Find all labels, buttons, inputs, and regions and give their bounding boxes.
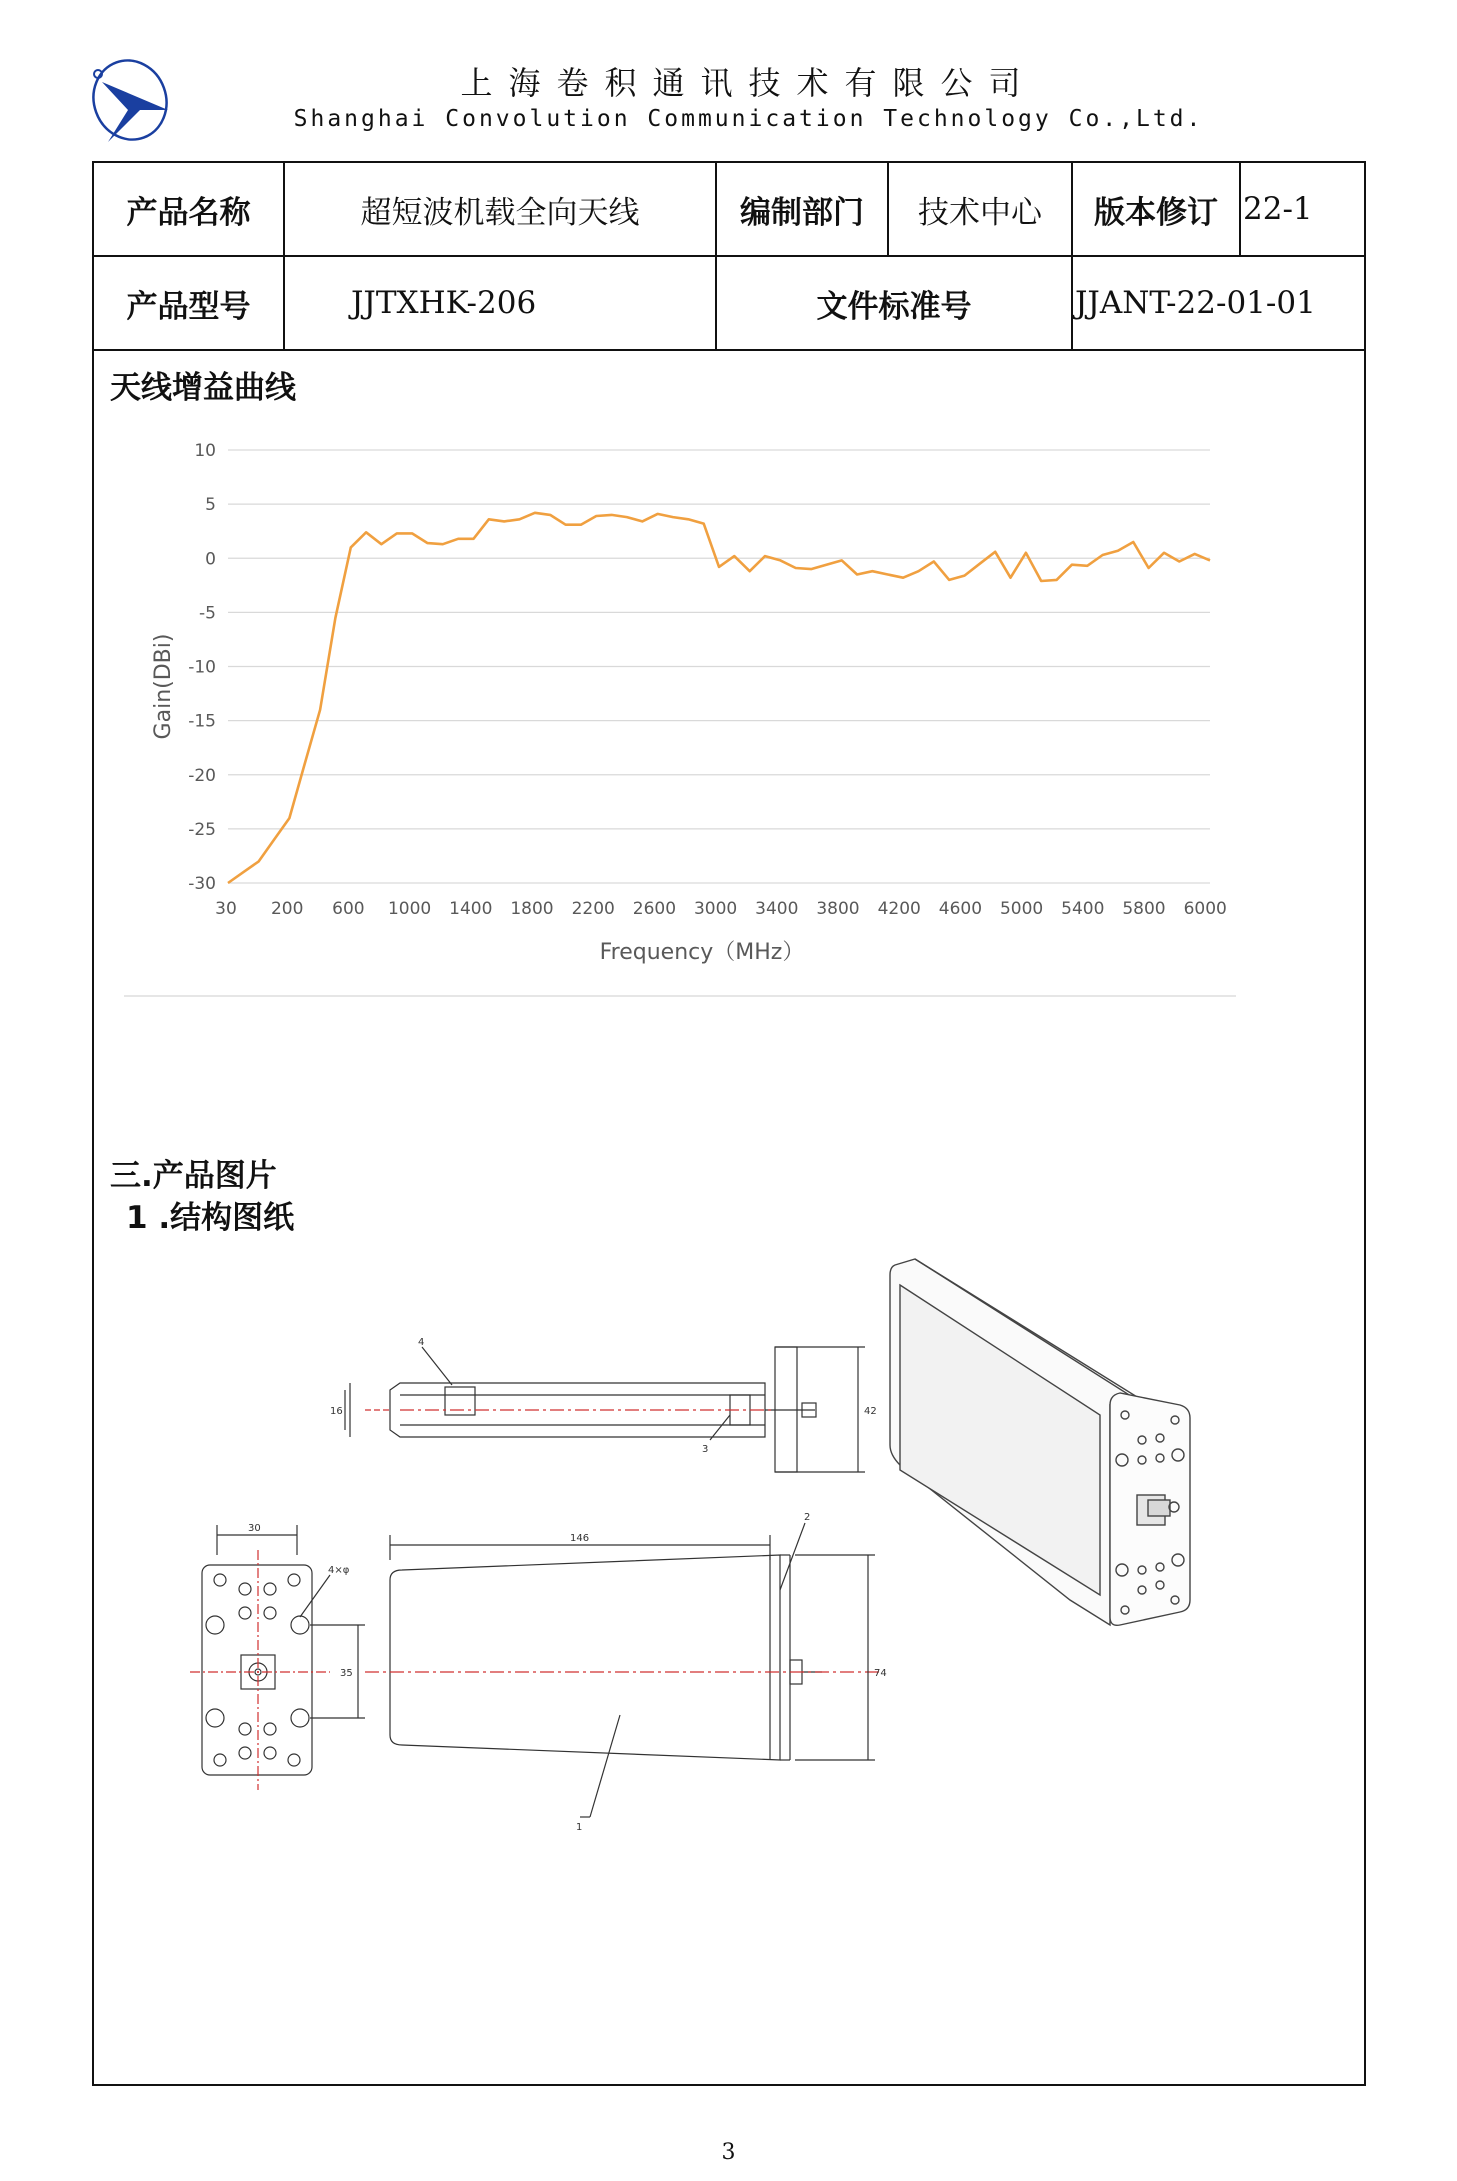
dept-value: 技术中心 (888, 163, 1072, 256)
company-name-en: Shanghai Convolution Communication Technology Co.,Ltd. (293, 106, 1204, 132)
document-header (0, 0, 1457, 150)
model-value: JJTXHK-206 (284, 256, 716, 350)
product-section-title: 三.产品图片 (110, 1158, 277, 1194)
x-tick-label: 5400 (1061, 899, 1105, 919)
gain-section-title: 天线增益曲线 (110, 370, 296, 406)
x-tick-label: 4600 (938, 899, 983, 919)
x-tick-label: 1800 (510, 899, 554, 919)
x-tick-label: 4200 (877, 899, 921, 919)
table-row (94, 256, 1364, 350)
drawing-subtitle: 1 .结构图纸 (126, 1200, 295, 1236)
part-4-label: 4 (418, 1337, 425, 1348)
structure-drawing-svg (190, 1255, 1250, 1835)
page-number: 3 (721, 2140, 736, 2165)
part-1-label: 1 (576, 1822, 583, 1833)
x-tick-label: 2600 (632, 899, 677, 919)
part-3-label: 3 (702, 1444, 709, 1455)
table-row (94, 163, 1364, 256)
dim-74-label: 74 (874, 1668, 887, 1679)
y-tick-label: -5 (199, 603, 216, 624)
y-axis-label: Gain(DBi) (151, 633, 176, 740)
y-tick-label: -25 (188, 819, 216, 840)
x-axis-label: Frequency（MHz） (599, 940, 805, 965)
product-name-value: 超短波机载全向天线 (284, 163, 716, 256)
y-tick-label: 0 (205, 549, 216, 570)
x-tick-label: 2200 (571, 899, 615, 919)
doc-std-label: 文件标准号 (716, 256, 1072, 350)
x-tick-label: 30 (215, 899, 237, 919)
x-tick-label: 5800 (1122, 899, 1166, 919)
y-tick-label: -15 (188, 711, 216, 732)
x-tick-label: 3000 (693, 899, 738, 919)
gain-chart-svg (120, 420, 1240, 1000)
dim-30-label: 30 (248, 1523, 261, 1534)
dept-label: 编制部门 (716, 163, 888, 256)
x-tick-label: 1400 (449, 899, 493, 919)
product-name-label: 产品名称 (94, 163, 284, 256)
gain-series-line (228, 513, 1210, 883)
y-tick-label: -10 (188, 657, 216, 678)
structure-drawing (190, 1255, 1250, 1835)
y-tick-label: 5 (205, 495, 216, 516)
company-name-cn: 上海卷积通讯技术有限公司 (460, 64, 1037, 102)
dim-16-label: 16 (330, 1406, 343, 1417)
hole-spec-label: 4×φ (328, 1565, 350, 1576)
doc-std-value: JJANT-22-01-01 (1072, 256, 1364, 350)
plan-view (365, 1512, 887, 1833)
x-tick-label: 200 (270, 899, 304, 919)
x-tick-label: 3400 (755, 899, 799, 919)
x-tick-label: 6000 (1183, 899, 1227, 919)
y-tick-label: -30 (188, 874, 216, 894)
part-2-label: 2 (804, 1512, 811, 1523)
x-tick-label: 600 (332, 899, 365, 919)
product-info-table (94, 163, 1364, 351)
x-tick-label: 5000 (999, 899, 1044, 919)
model-label: 产品型号 (94, 256, 284, 350)
revision-label: 版本修订 (1072, 163, 1240, 256)
y-tick-label: -20 (188, 765, 216, 786)
y-tick-label: 10 (194, 441, 216, 461)
x-tick-label: 1000 (387, 899, 432, 919)
dim-146-label: 146 (570, 1533, 590, 1544)
x-tick-label: 3800 (816, 899, 860, 919)
side-view (330, 1337, 877, 1472)
revision-value: 22-1 (1240, 163, 1364, 256)
dim-35-label: 35 (340, 1668, 353, 1679)
dim-42-label: 42 (864, 1406, 877, 1417)
gain-chart (120, 420, 1240, 1000)
front-view (190, 1523, 365, 1790)
isometric-view (890, 1259, 1190, 1625)
